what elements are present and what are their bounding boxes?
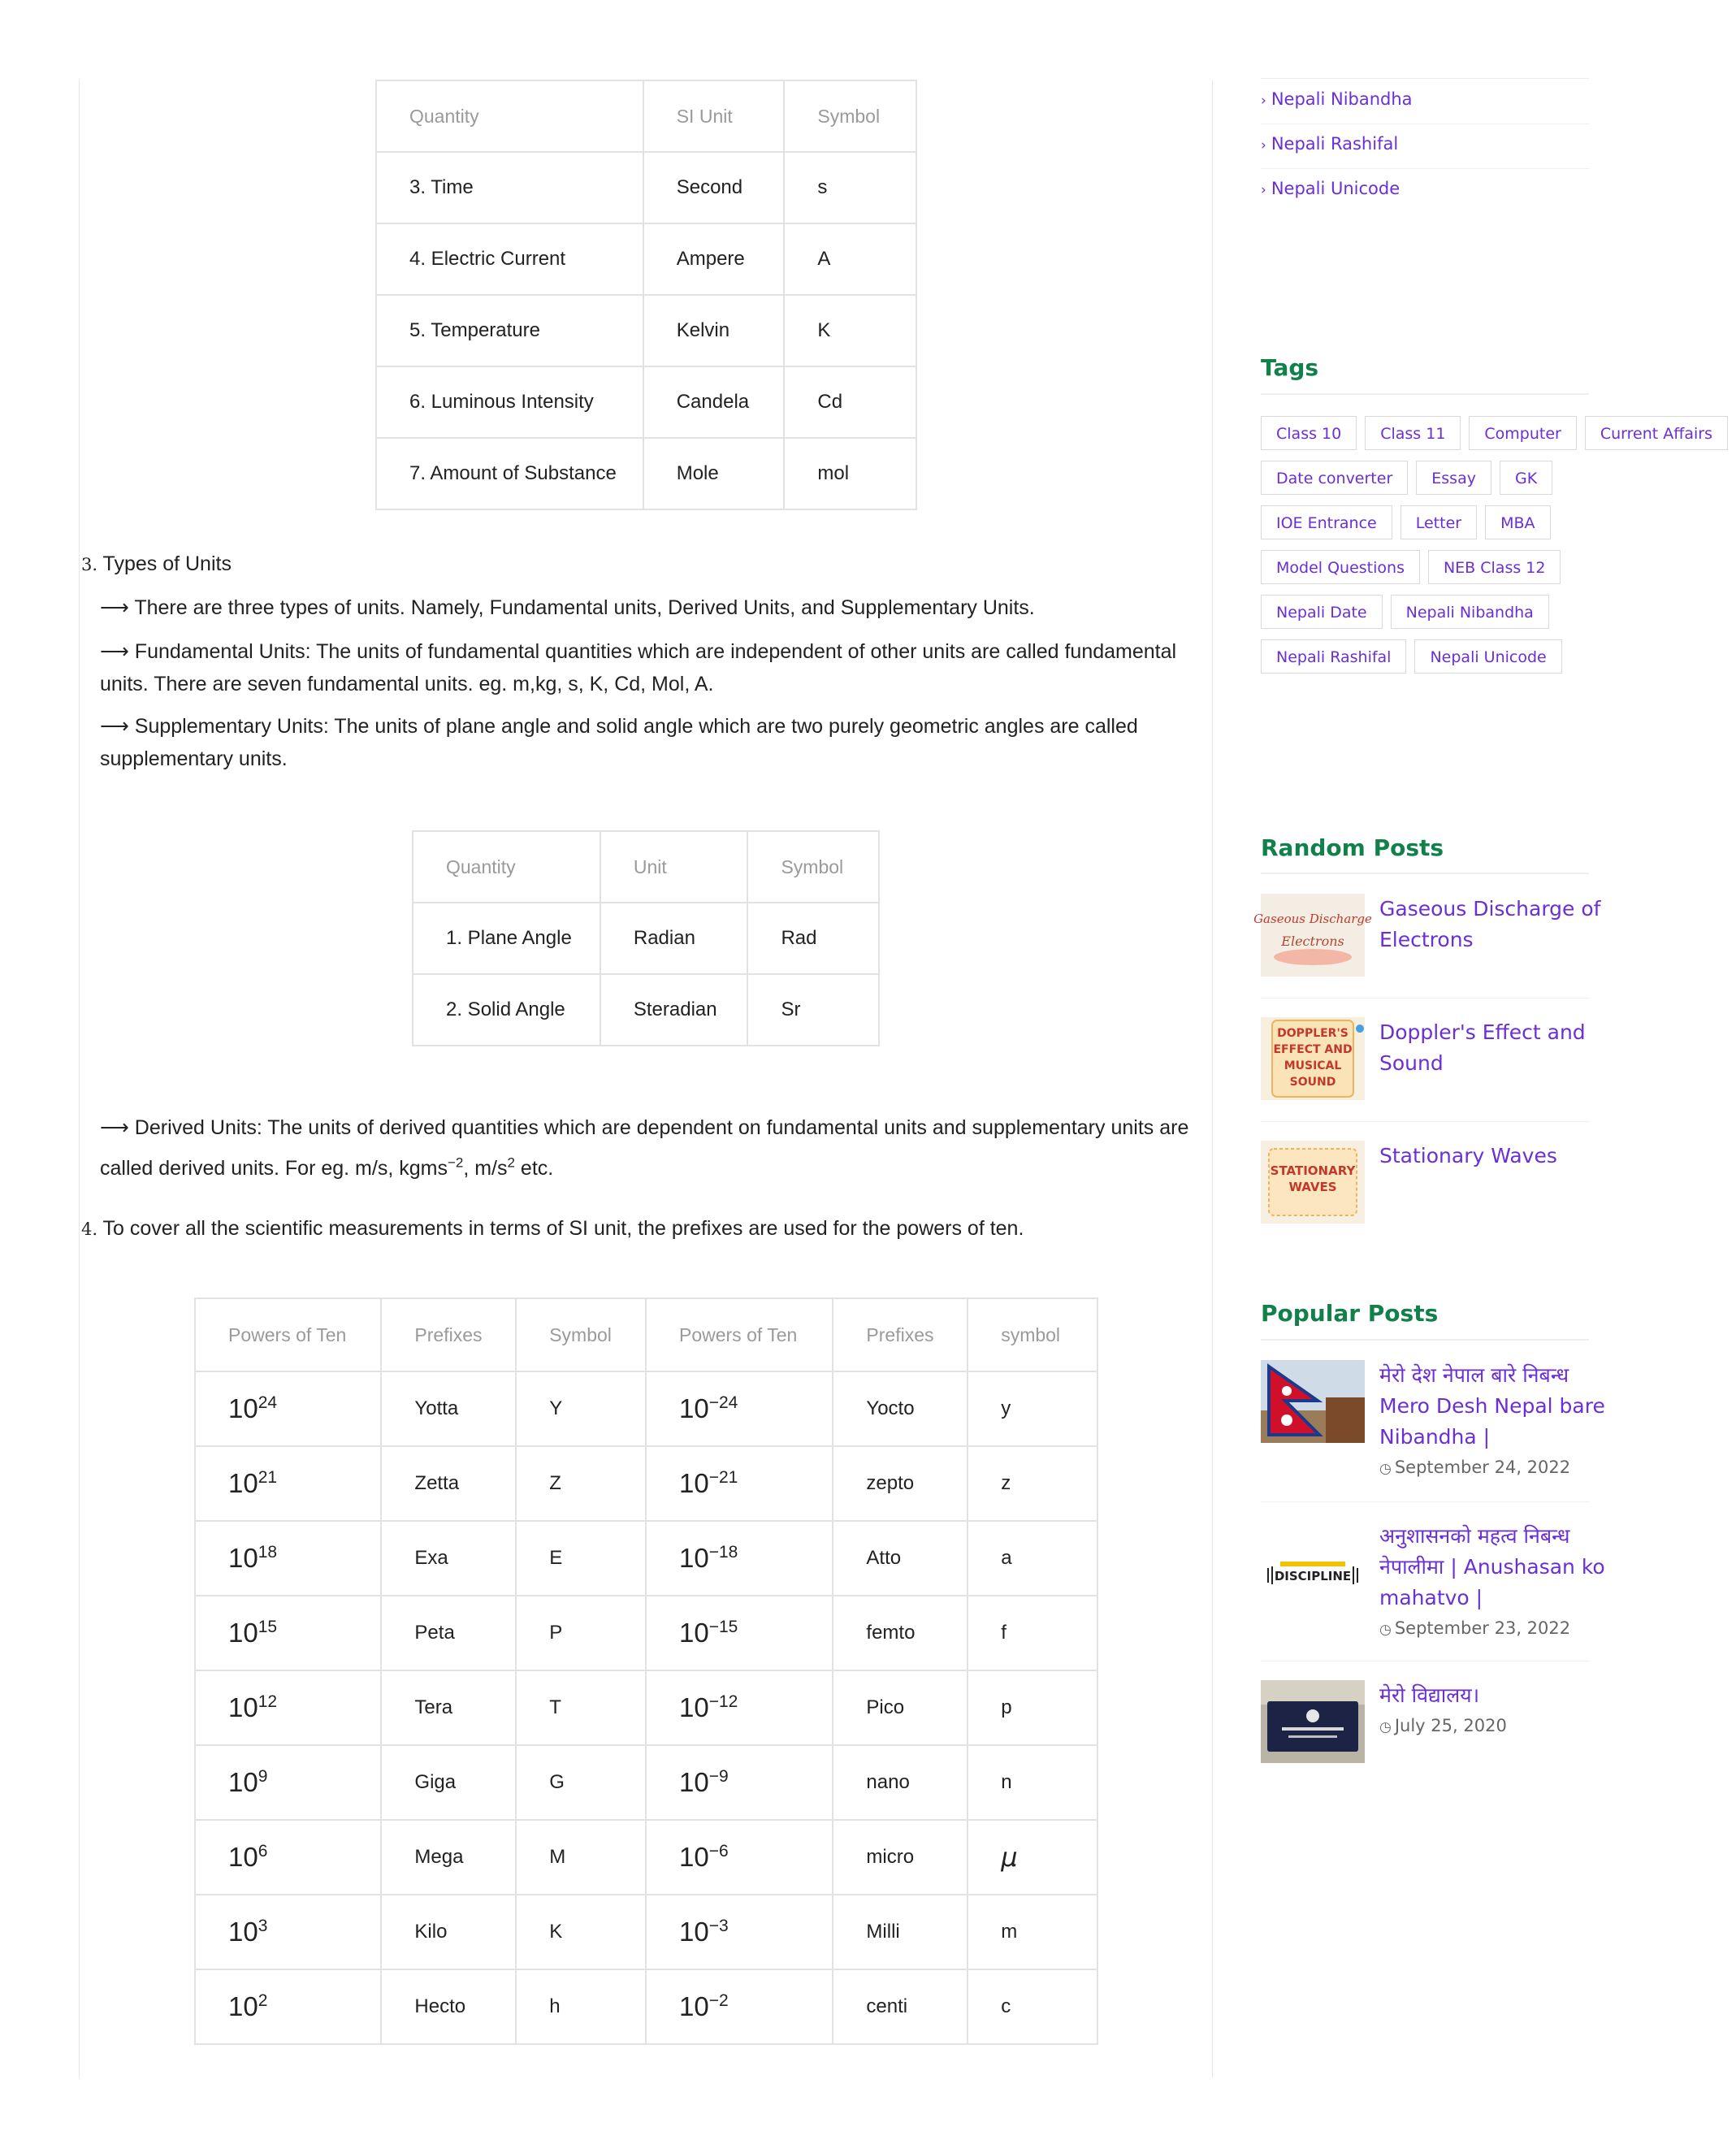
nepal-flag-thumbnail-image [1261,1360,1365,1443]
cell-power-negative [646,1969,833,2044]
tag-row [1261,550,1569,584]
arrow-icon: ⟶ [100,640,129,663]
header-prefixes: Prefixes [833,1298,968,1371]
section-3-title: Types of Units [102,552,232,575]
tag-row [1261,416,1736,450]
cell-power-negative [646,1820,833,1895]
popular-posts-heading: Popular Posts [1261,1300,1439,1327]
cell-quantity: 7. Amount of Substance [376,438,643,509]
post-thumbnail[interactable] [1261,1017,1365,1100]
tag-link[interactable]: Model Questions [1261,550,1420,584]
cell-symbol: f [968,1596,1097,1670]
post-date [1379,1711,1589,1742]
power-exponent: 6 [258,1842,268,1861]
tag-link[interactable]: Nepali Rashifal [1261,639,1406,674]
cell-power-positive [195,1670,381,1745]
random-posts-heading: Random Posts [1261,834,1444,861]
cell-symbol: p [968,1670,1097,1745]
table-row [413,974,879,1046]
post-title-line: मेरो देश नेपाल बारे निबन्ध [1379,1363,1569,1387]
cell-unit: Ampere [643,223,785,295]
cell-prefix: Exa [381,1521,516,1596]
table-row [195,1596,1097,1670]
header-prefixes: Prefixes [381,1298,516,1371]
tag-link[interactable]: NEB Class 12 [1428,550,1561,584]
header-powers-of-ten: Powers of Ten [195,1298,381,1371]
cell-power-positive [195,1820,381,1895]
post-title-link[interactable] [1379,894,1601,955]
stationary-waves-thumbnail-image [1261,1141,1365,1224]
cell-quantity: 5. Temperature [376,295,643,366]
cell-power-positive [195,1371,381,1446]
tags-heading-rule [1261,393,1589,395]
post-thumbnail[interactable] [1261,1360,1365,1443]
table-row [195,1895,1097,1969]
link-label: Nepali Rashifal [1271,134,1399,154]
power-exponent: 2 [258,1991,268,2010]
power-exponent: −21 [708,1468,738,1487]
post-title-line: Stationary Waves [1379,1144,1557,1167]
power-exponent: 18 [258,1543,278,1562]
random-posts-heading-rule [1261,873,1589,874]
discipline-thumbnail-image [1261,1532,1365,1615]
arrow-icon: ⟶ [100,1116,129,1139]
cell-symbol: K [516,1895,646,1969]
cell-symbol: h [516,1969,646,2044]
table-header-row [376,80,916,152]
cell-power-negative [646,1371,833,1446]
chevron-right-icon: › [1261,93,1266,109]
table-row [195,1969,1097,2044]
post-title-link[interactable] [1379,1680,1589,1742]
derived-units-paragraph [100,1111,1188,1144]
cell-power-negative [646,1895,833,1969]
cell-prefix: Peta [381,1596,516,1670]
cell-unit: Mole [643,438,785,509]
tag-link[interactable]: Class 10 [1261,416,1357,450]
post-title-link[interactable] [1379,1017,1589,1079]
tag-link[interactable]: GK [1500,461,1552,495]
cell-quantity: 1. Plane Angle [413,903,600,974]
power-base: 10 [678,1917,709,1947]
popular-post-item[interactable] [1261,1680,1589,1770]
random-post-item[interactable] [1261,1017,1589,1102]
supplementary-units-table [412,830,880,1046]
post-thumbnail[interactable] [1261,1680,1365,1763]
cell-power-negative [646,1670,833,1745]
table-row [376,438,916,509]
post-title-line: Doppler's Effect and [1379,1020,1586,1044]
thumbnail-caption: STATIONARY [1270,1163,1356,1178]
cell-symbol: y [968,1371,1097,1446]
category-link-nepali-rashifal[interactable] [1261,134,1398,154]
power-exponent: −12 [708,1692,738,1711]
clock-icon: ◷ [1379,1719,1392,1735]
table-row [195,1371,1097,1446]
cell-prefix: Zetta [381,1446,516,1521]
thumbnail-caption: DISCIPLINE [1274,1569,1352,1583]
power-base: 10 [678,1393,709,1423]
derived-text-c: etc. [514,1157,554,1180]
cell-power-negative [646,1596,833,1670]
paragraph-text: Fundamental Units: The units of fundamental quantities which are independent of other units are called fundamental [134,640,1177,663]
tag-link[interactable]: Nepali Unicode [1414,639,1561,674]
tag-cloud [1261,416,1712,676]
cell-prefix: Pico [833,1670,968,1745]
power-exponent: −2 [708,1991,729,2010]
post-date-text: September 24, 2022 [1394,1458,1571,1477]
power-base: 10 [678,1842,709,1872]
supplementary-units-paragraph [100,710,1138,743]
power-base: 10 [228,1543,258,1573]
power-base: 10 [228,1618,258,1648]
power-exponent: −15 [708,1618,738,1636]
post-thumbnail[interactable] [1261,1532,1365,1615]
power-exponent: 12 [258,1692,278,1711]
header-powers-of-ten: Powers of Ten [646,1298,833,1371]
popular-posts-heading-rule [1261,1339,1589,1341]
si-prefixes-table [194,1297,1098,2045]
cell-symbol: c [968,1969,1097,2044]
header-symbol: symbol [968,1298,1097,1371]
header-symbol: Symbol [516,1298,646,1371]
cell-power-positive [195,1521,381,1596]
thumbnail-caption: MUSICAL [1284,1059,1342,1072]
clock-icon: ◷ [1379,1461,1392,1477]
derived-text-a: called derived units. For eg. m/s, kgms [100,1157,448,1180]
cell-symbol: s [784,152,916,223]
school-sign-thumbnail-image [1261,1680,1365,1763]
sidebar-top-rule [1261,78,1589,79]
cell-symbol: Rad [747,903,879,974]
post-title-line: Electrons [1379,928,1474,951]
header-si-unit: SI Unit [643,80,785,152]
arrow-icon: ⟶ [100,715,129,738]
tag-row [1261,505,1559,539]
post-title-line: mahatvo | [1379,1586,1483,1609]
cell-power-positive [195,1895,381,1969]
table-row [376,295,916,366]
power-exponent: −9 [708,1767,729,1786]
arrow-icon: ⟶ [100,596,129,619]
derived-units-paragraph-cont [100,1152,553,1185]
supplementary-units-paragraph-cont: supplementary units. [100,747,288,770]
power-base: 10 [678,1991,709,2021]
post-title-line: Mero Desh Nepal bare [1379,1394,1605,1418]
derived-text-b: , m/s [463,1157,508,1180]
power-base: 10 [228,1468,258,1498]
power-exponent: −6 [708,1842,729,1861]
cell-quantity: 4. Electric Current [376,223,643,295]
tag-link[interactable]: Nepali Nibandha [1391,595,1549,629]
thumbnail-caption: WAVES [1288,1180,1337,1194]
popular-post-item[interactable] [1261,1360,1605,1490]
cell-power-positive [195,1969,381,2044]
cell-unit: Kelvin [643,295,785,366]
tags-heading: Tags [1261,354,1319,381]
post-title-line: Gaseous Discharge of [1379,897,1601,921]
cell-symbol: P [516,1596,646,1670]
post-thumbnail[interactable] [1261,1141,1365,1224]
power-base: 10 [228,1917,258,1947]
paragraph-text: Supplementary Units: The units of plane angle and solid angle which are two purely geometric angles are called [134,715,1138,738]
paragraph-text: To cover all the scientific measurements in terms of SI unit, the prefixes are used for the powers of ten. [102,1217,1024,1240]
link-label: Nepali Nibandha [1271,89,1413,109]
cell-prefix: micro [833,1820,968,1895]
cell-power-negative [646,1446,833,1521]
thumbnail-caption: Gaseous Discharge [1253,912,1372,926]
cell-quantity: 3. Time [376,152,643,223]
cell-quantity: 2. Solid Angle [413,974,600,1046]
tag-row [1261,461,1561,495]
tag-row [1261,639,1570,674]
cell-prefix: Yotta [381,1371,516,1446]
power-exponent: 15 [258,1618,278,1636]
tag-link[interactable]: Computer [1469,416,1576,450]
random-post-item[interactable] [1253,894,1601,978]
thumbnail-caption: SOUND [1289,1076,1336,1089]
fundamental-units-paragraph [100,635,1176,668]
thumbnail-caption: EFFECT AND [1273,1043,1353,1056]
cell-unit: Second [643,152,785,223]
power-base: 10 [228,1842,258,1872]
cell-quantity: 6. Luminous Intensity [376,366,643,438]
cell-symbol: Sr [747,974,879,1046]
exponent: 2 [507,1154,515,1171]
cell-prefix: Tera [381,1670,516,1745]
clock-icon: ◷ [1379,1622,1392,1638]
table-row [376,366,916,438]
power-base: 10 [678,1767,709,1797]
tag-link[interactable]: Class 11 [1365,416,1461,450]
post-date [1379,1453,1589,1484]
table-row [376,152,916,223]
cell-symbol: Y [516,1371,646,1446]
cell-symbol: G [516,1745,646,1820]
cell-symbol: z [968,1446,1097,1521]
gaseous-discharge-thumbnail-image [1253,894,1372,977]
cell-prefix: Mega [381,1820,516,1895]
post-title-line: मेरो विद्यालय। [1379,1683,1480,1707]
cell-symbol: Z [516,1446,646,1521]
cell-power-positive [195,1596,381,1670]
content-left-border [79,80,80,2078]
tag-link[interactable]: IOE Entrance [1261,505,1392,539]
paragraph-text: There are three types of units. Namely, Fundamental units, Derived Units, and Supplementary Units. [134,596,1035,619]
cell-symbol: n [968,1745,1097,1820]
tag-link[interactable]: MBA [1485,505,1550,539]
types-of-units-paragraph [100,591,1035,624]
list-number: 3. [81,555,98,574]
thumbnail-caption: Electrons [1281,934,1344,949]
post-title-line: नेपालीमा | Anushasan ko [1379,1555,1605,1579]
power-base: 10 [678,1468,709,1498]
post-title-line: अनुशासनको महत्व निबन्ध [1379,1524,1570,1548]
cell-unit: Candela [643,366,785,438]
table-header-row [195,1298,1097,1371]
tag-link[interactable]: Essay [1416,461,1491,495]
table-row [195,1820,1097,1895]
cell-prefix: Yocto [833,1371,968,1446]
cell-prefix: nano [833,1745,968,1820]
cell-symbol: μ [968,1820,1097,1895]
cell-symbol: mol [784,438,916,509]
cell-symbol: Cd [784,366,916,438]
post-thumbnail[interactable] [1253,894,1372,977]
paragraph-text: Derived Units: The units of derived quantities which are dependent on fundamental units and supplementary units are [134,1116,1189,1139]
cell-power-positive [195,1446,381,1521]
power-base: 10 [678,1543,709,1573]
category-link-nepali-nibandha[interactable] [1261,89,1413,109]
fundamental-units-paragraph-cont: units. There are seven fundamental units. eg. m,kg, s, K, Cd, Mol, A. [100,673,714,695]
table-row [195,1670,1097,1745]
post-title-link[interactable] [1379,1141,1589,1172]
cell-symbol: M [516,1820,646,1895]
cell-symbol: a [968,1521,1097,1596]
post-date-text: July 25, 2020 [1394,1716,1507,1735]
cell-power-positive [195,1745,381,1820]
tag-link[interactable]: Letter [1400,505,1477,539]
tag-link[interactable]: Date converter [1261,461,1408,495]
list-number: 4. [81,1219,98,1239]
power-base: 10 [228,1692,258,1722]
content-sidebar-divider [1212,80,1213,2078]
cell-unit: Radian [600,903,748,974]
link-label: Nepali Unicode [1271,179,1400,198]
tag-row [1261,595,1557,629]
chevron-right-icon: › [1261,137,1266,154]
exponent: −2 [447,1154,464,1171]
header-quantity: Quantity [376,80,643,152]
power-base: 10 [678,1618,709,1648]
si-base-units-table [375,80,917,510]
cell-symbol: K [784,295,916,366]
header-unit: Unit [600,831,748,903]
table-row [195,1446,1097,1521]
divider [1261,123,1589,124]
tag-link[interactable]: Nepali Date [1261,595,1383,629]
header-symbol: Symbol [747,831,879,903]
category-link-nepali-unicode[interactable] [1261,179,1400,198]
cell-prefix: Atto [833,1521,968,1596]
tag-link[interactable]: Current Affairs [1585,416,1728,450]
divider [1261,1501,1589,1502]
power-base: 10 [678,1692,709,1722]
cell-power-negative [646,1745,833,1820]
section-4-paragraph [81,1212,1024,1245]
power-exponent: −18 [708,1543,738,1562]
cell-prefix: Kilo [381,1895,516,1969]
cell-prefix: Milli [833,1895,968,1969]
cell-prefix: femto [833,1596,968,1670]
power-base: 10 [228,1991,258,2021]
post-title-line: Nibandha | [1379,1425,1491,1449]
power-exponent: 3 [258,1917,268,1935]
cell-power-negative [646,1521,833,1596]
power-exponent: −24 [708,1393,738,1412]
divider [1261,168,1589,169]
cell-prefix: zepto [833,1446,968,1521]
thumbnail-caption: DOPPLER'S [1277,1027,1349,1040]
table-header-row [413,831,879,903]
random-post-item[interactable] [1261,1141,1589,1225]
section-3-heading [81,548,232,581]
divider [1261,998,1589,999]
cell-symbol: m [968,1895,1097,1969]
table-row [195,1745,1097,1820]
header-quantity: Quantity [413,831,600,903]
post-title-link[interactable] [1379,1360,1605,1484]
power-exponent: 21 [258,1468,278,1487]
post-title-line: Sound [1379,1051,1444,1075]
cell-prefix: Hecto [381,1969,516,2044]
dopplers-effect-thumbnail-image [1261,1017,1365,1100]
cell-symbol: A [784,223,916,295]
power-base: 10 [228,1767,258,1797]
cell-unit: Steradian [600,974,748,1046]
cell-symbol: T [516,1670,646,1745]
power-exponent: −3 [708,1917,729,1935]
post-title-link[interactable] [1379,1521,1605,1644]
power-base: 10 [228,1393,258,1423]
table-row [413,903,879,974]
header-symbol: Symbol [784,80,916,152]
table-row [195,1521,1097,1596]
post-date-text: September 23, 2022 [1394,1618,1571,1638]
cell-prefix: centi [833,1969,968,2044]
table-row [376,223,916,295]
cell-symbol: E [516,1521,646,1596]
post-date [1379,1614,1589,1644]
power-exponent: 9 [258,1767,268,1786]
cell-prefix: Giga [381,1745,516,1820]
power-exponent: 24 [258,1393,278,1412]
chevron-right-icon: › [1261,182,1266,198]
divider [1261,1121,1589,1122]
popular-post-item[interactable] [1261,1521,1605,1651]
